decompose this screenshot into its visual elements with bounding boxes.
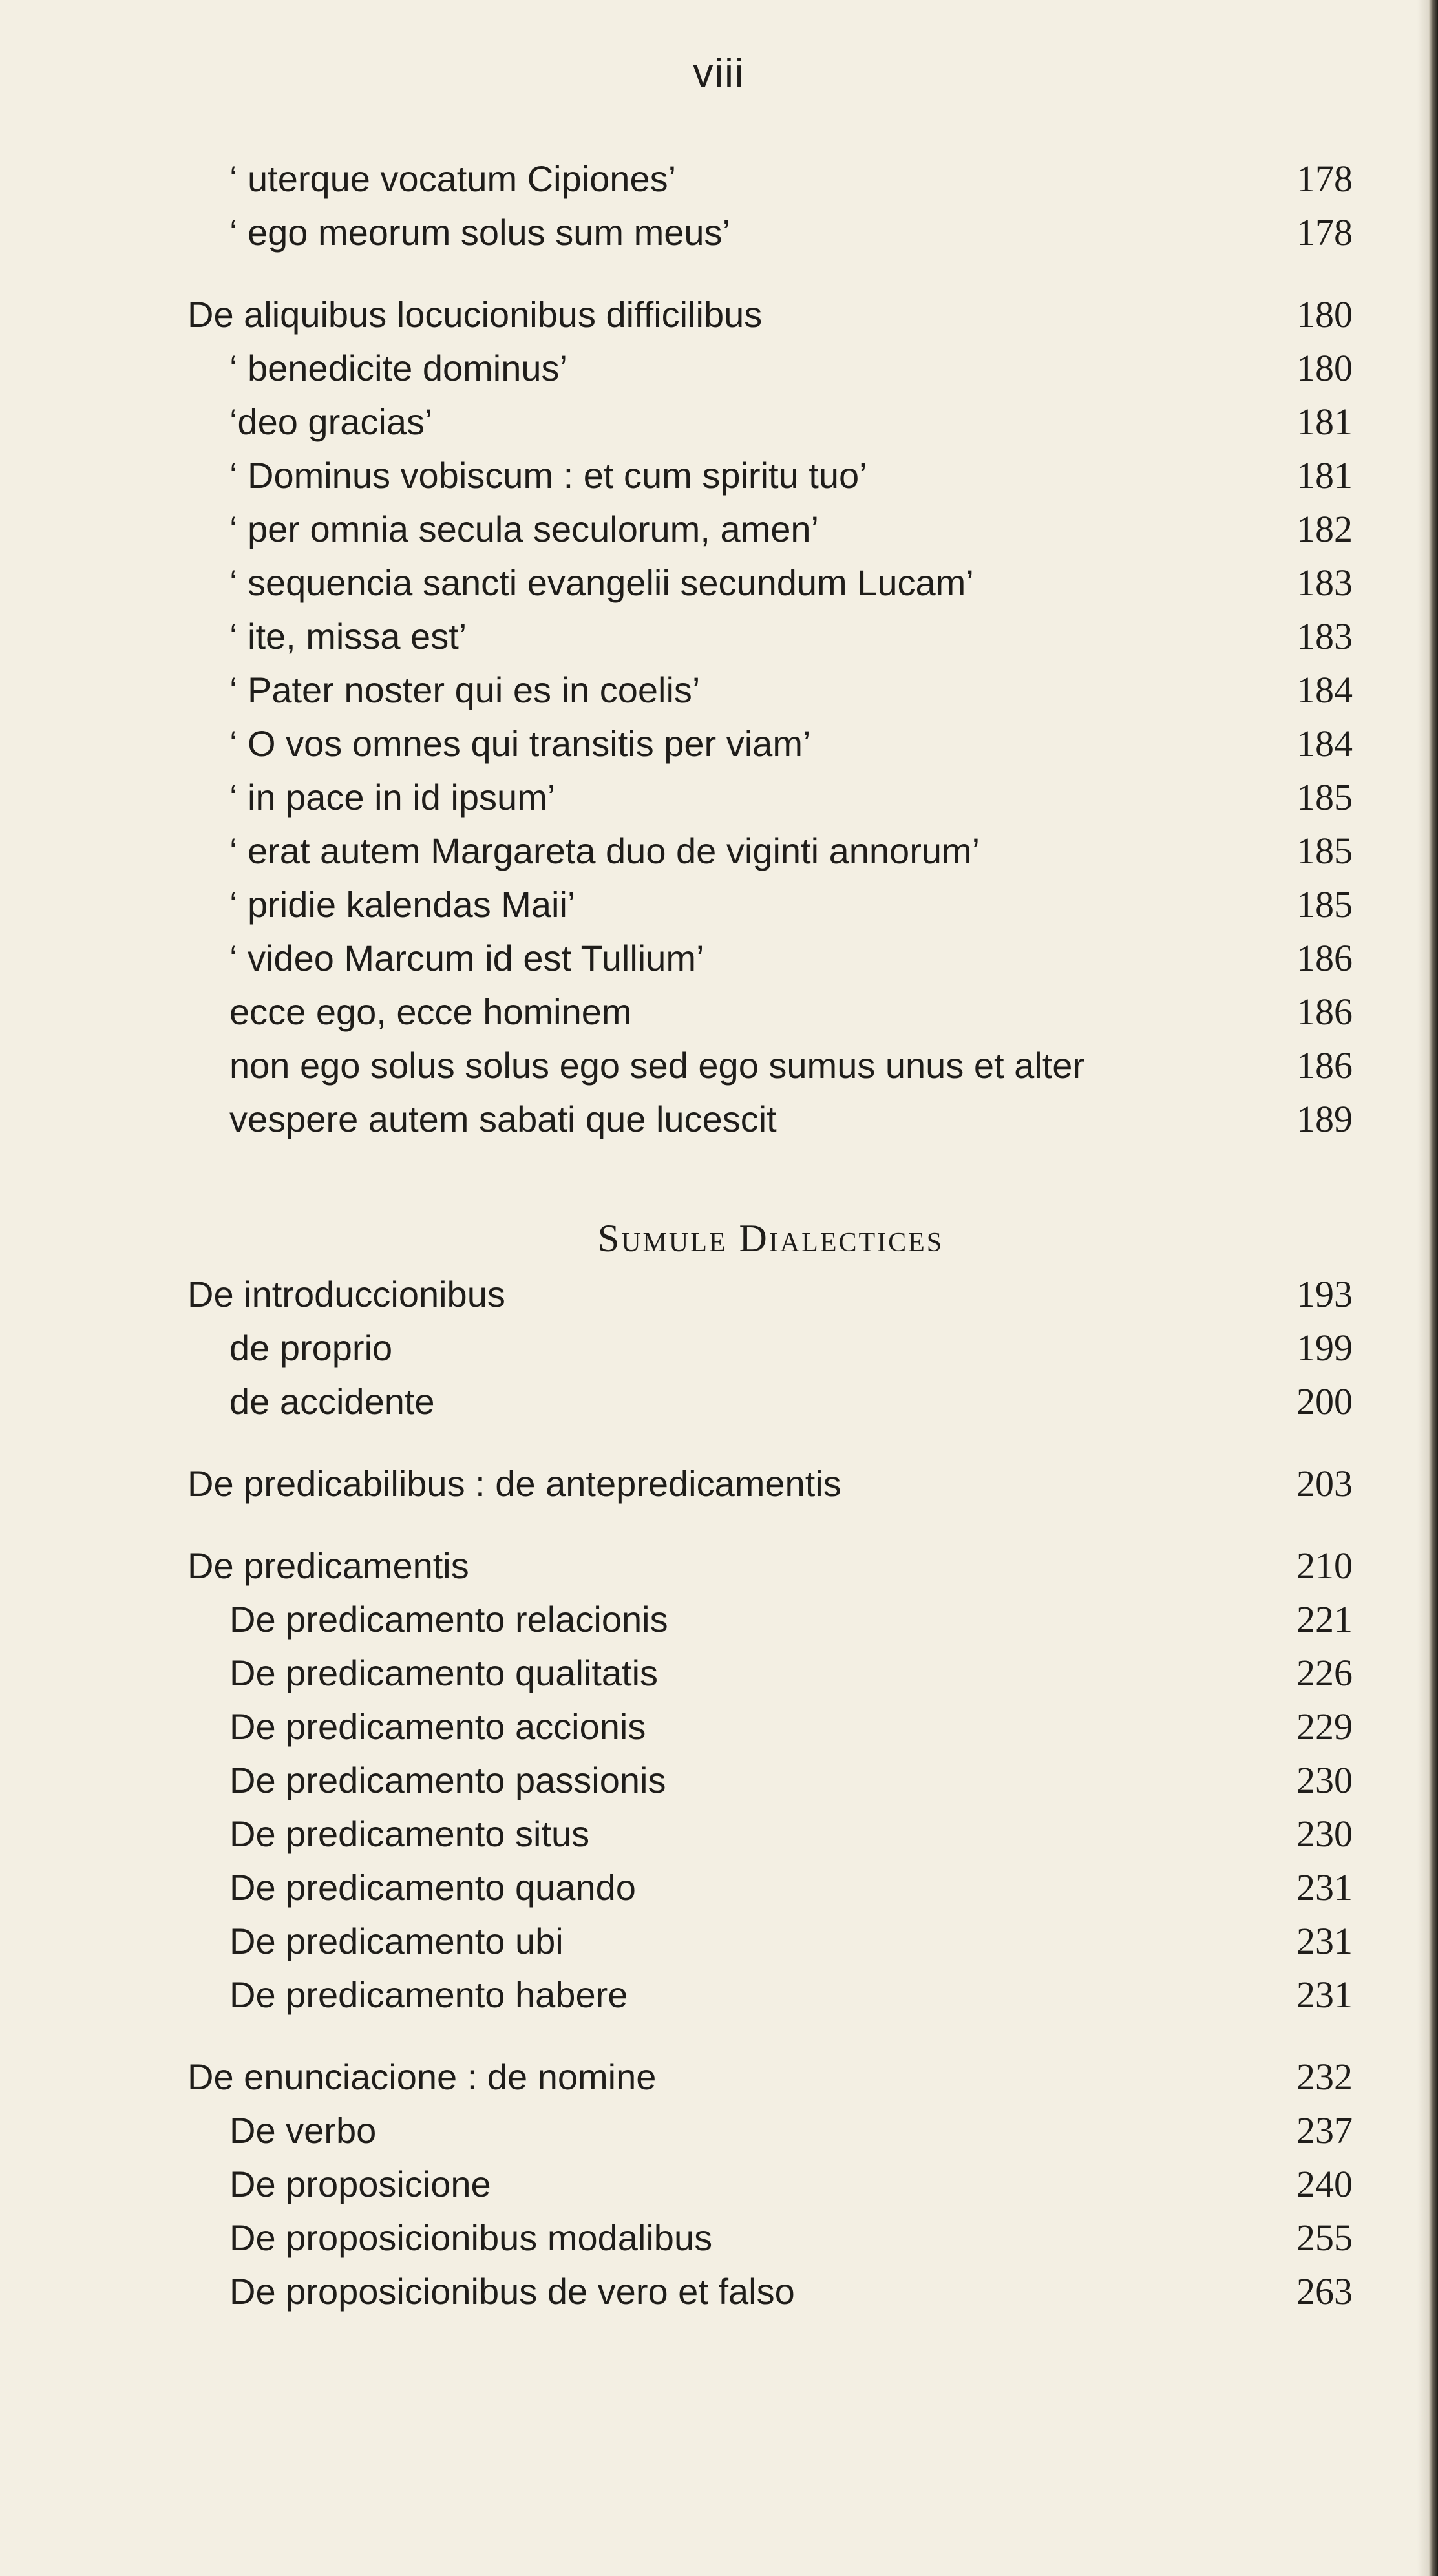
page-number: viii (693, 51, 745, 96)
toc-entry-page: 185 (1296, 776, 1353, 818)
toc-entry (0, 206, 1438, 259)
toc-entry-label: ‘ erat autem Margareta duo de viginti annorum’ (229, 830, 980, 871)
toc-entry-label: ‘ ite, missa est’ (229, 616, 467, 657)
toc-entry-page: 184 (1296, 669, 1353, 711)
toc-entry-label: De predicabilibus : de antepredicamentis (187, 1463, 841, 1504)
toc-entry (0, 1092, 1438, 1146)
toc-entry-label: ‘ O vos omnes qui transitis per viam’ (229, 723, 811, 764)
toc-entry (0, 2104, 1438, 2157)
toc-entry (0, 717, 1438, 770)
toc-entry (0, 395, 1438, 449)
toc-entry-page: 255 (1296, 2217, 1353, 2259)
toc-entry-label: ‘ video Marcum id est Tullium’ (229, 938, 704, 978)
toc-entry-page: 185 (1296, 830, 1353, 872)
toc-entry-label: De predicamento relacionis (229, 1599, 668, 1640)
toc-entry (0, 1457, 1438, 1510)
toc-entry-label: De predicamento quando (229, 1867, 636, 1908)
toc-entry-page: 183 (1296, 615, 1353, 657)
toc-entry-page: 180 (1296, 347, 1353, 389)
toc-entry (0, 770, 1438, 824)
toc-entry (0, 2157, 1438, 2211)
toc-entry-label: ‘ per omnia secula seculorum, amen’ (229, 509, 819, 549)
toc-entry (0, 931, 1438, 985)
toc-entry (0, 1039, 1438, 1092)
toc-entry (0, 449, 1438, 502)
table-of-contents (0, 152, 1438, 2318)
toc-entry-label: De predicamento situs (229, 1813, 590, 1854)
toc-entry-page: 200 (1296, 1380, 1353, 1422)
toc-entry-label: ‘ ego meorum solus sum meus’ (229, 212, 730, 253)
toc-entry-page: 230 (1296, 1759, 1353, 1801)
toc-entry-page: 193 (1296, 1273, 1353, 1315)
toc-entry (0, 985, 1438, 1039)
toc-entry-page: 181 (1296, 454, 1353, 496)
toc-entry (0, 1968, 1438, 2022)
toc-part-2 (0, 1267, 1438, 2318)
toc-entry-label: ‘ pridie kalendas Maii’ (229, 884, 576, 925)
toc-entry (0, 1646, 1438, 1700)
toc-entry-label: De aliquibus locucionibus difficilibus (187, 294, 763, 335)
toc-entry (0, 2265, 1438, 2318)
toc-entry-label: ‘ sequencia sancti evangelii secundum Lucam’ (229, 562, 974, 603)
toc-entry-label: ‘deo gracias’ (229, 401, 433, 442)
toc-entry (0, 1539, 1438, 1592)
toc-entry (0, 1375, 1438, 1428)
toc-entry (0, 2050, 1438, 2104)
toc-entry-page: 221 (1296, 1598, 1353, 1640)
toc-entry (0, 1753, 1438, 1807)
toc-entry-page: 237 (1296, 2109, 1353, 2151)
toc-entry-page: 184 (1296, 723, 1353, 765)
toc-entry-page: 263 (1296, 2270, 1353, 2312)
toc-entry-label: De enunciacione : de nomine (187, 2056, 657, 2097)
toc-entry (0, 878, 1438, 931)
toc-entry-page: 231 (1296, 1866, 1353, 1908)
toc-entry-label: De proposicionibus de vero et falso (229, 2271, 795, 2312)
toc-entry-page: 232 (1296, 2056, 1353, 2098)
toc-entry-label: vespere autem sabati que lucescit (229, 1099, 777, 1139)
toc-entry-page: 186 (1296, 991, 1353, 1033)
toc-entry-label: ‘ Pater noster qui es in coelis’ (229, 670, 701, 710)
toc-entry (0, 341, 1438, 395)
toc-entry-label: non ego solus solus ego sed ego sumus unus et alter (229, 1045, 1085, 1086)
toc-entry (0, 1914, 1438, 1968)
section-heading: Sumule Dialectices (597, 1217, 944, 1260)
toc-entry-page: 240 (1296, 2163, 1353, 2205)
toc-entry-label: ‘ in pace in id ipsum’ (229, 777, 556, 818)
toc-entry-page: 180 (1296, 293, 1353, 335)
toc-entry (0, 663, 1438, 717)
toc-entry-label: De predicamentis (187, 1545, 469, 1586)
toc-entry (0, 1267, 1438, 1321)
toc-entry-page: 210 (1296, 1545, 1353, 1587)
toc-entry-page: 178 (1296, 211, 1353, 253)
toc-entry (0, 152, 1438, 206)
toc-entry-label: De predicamento passionis (229, 1760, 666, 1800)
toc-part-1 (0, 152, 1438, 1146)
toc-entry (0, 1592, 1438, 1646)
toc-entry-label: De proposicionibus modalibus (229, 2217, 713, 2258)
toc-entry-label: De introduccionibus (187, 1274, 505, 1314)
toc-entry-label: ‘ uterque vocatum Cipiones’ (229, 158, 677, 199)
toc-entry (0, 824, 1438, 878)
toc-entry-label: De predicamento qualitatis (229, 1652, 659, 1693)
toc-entry-page: 230 (1296, 1813, 1353, 1855)
toc-entry (0, 1321, 1438, 1375)
toc-entry-label: ‘ benedicite dominus’ (229, 348, 567, 388)
toc-entry-page: 182 (1296, 508, 1353, 550)
toc-entry (0, 609, 1438, 663)
toc-entry (0, 2211, 1438, 2265)
toc-entry-page: 199 (1296, 1327, 1353, 1369)
toc-entry-label: De proposicione (229, 2164, 491, 2204)
toc-entry-page: 231 (1296, 1974, 1353, 2016)
toc-entry-page: 226 (1296, 1652, 1353, 1694)
toc-entry-label: De predicamento habere (229, 1974, 628, 2015)
toc-entry-page: 183 (1296, 562, 1353, 604)
toc-entry-label: De verbo (229, 2110, 377, 2151)
toc-entry-page: 231 (1296, 1920, 1353, 1962)
toc-entry-label: de accidente (229, 1381, 435, 1422)
toc-entry (0, 1861, 1438, 1914)
toc-entry-label: ecce ego, ecce hominem (229, 991, 632, 1032)
toc-entry-page: 186 (1296, 1044, 1353, 1086)
toc-entry (0, 502, 1438, 556)
toc-entry (0, 1700, 1438, 1753)
toc-entry-page: 186 (1296, 937, 1353, 979)
toc-entry-label: ‘ Dominus vobiscum : et cum spiritu tuo’ (229, 455, 867, 496)
toc-entry-page: 185 (1296, 883, 1353, 925)
toc-entry-page: 229 (1296, 1705, 1353, 1747)
toc-entry-label: de proprio (229, 1327, 393, 1368)
toc-entry-page: 181 (1296, 401, 1353, 443)
toc-entry-page: 189 (1296, 1098, 1353, 1140)
toc-entry (0, 288, 1438, 341)
toc-entry (0, 556, 1438, 609)
toc-entry-page: 203 (1296, 1462, 1353, 1504)
toc-entry-label: De predicamento ubi (229, 1921, 564, 1961)
toc-entry-label: De predicamento accionis (229, 1706, 646, 1747)
toc-entry-page: 178 (1296, 158, 1353, 200)
toc-entry (0, 1807, 1438, 1861)
